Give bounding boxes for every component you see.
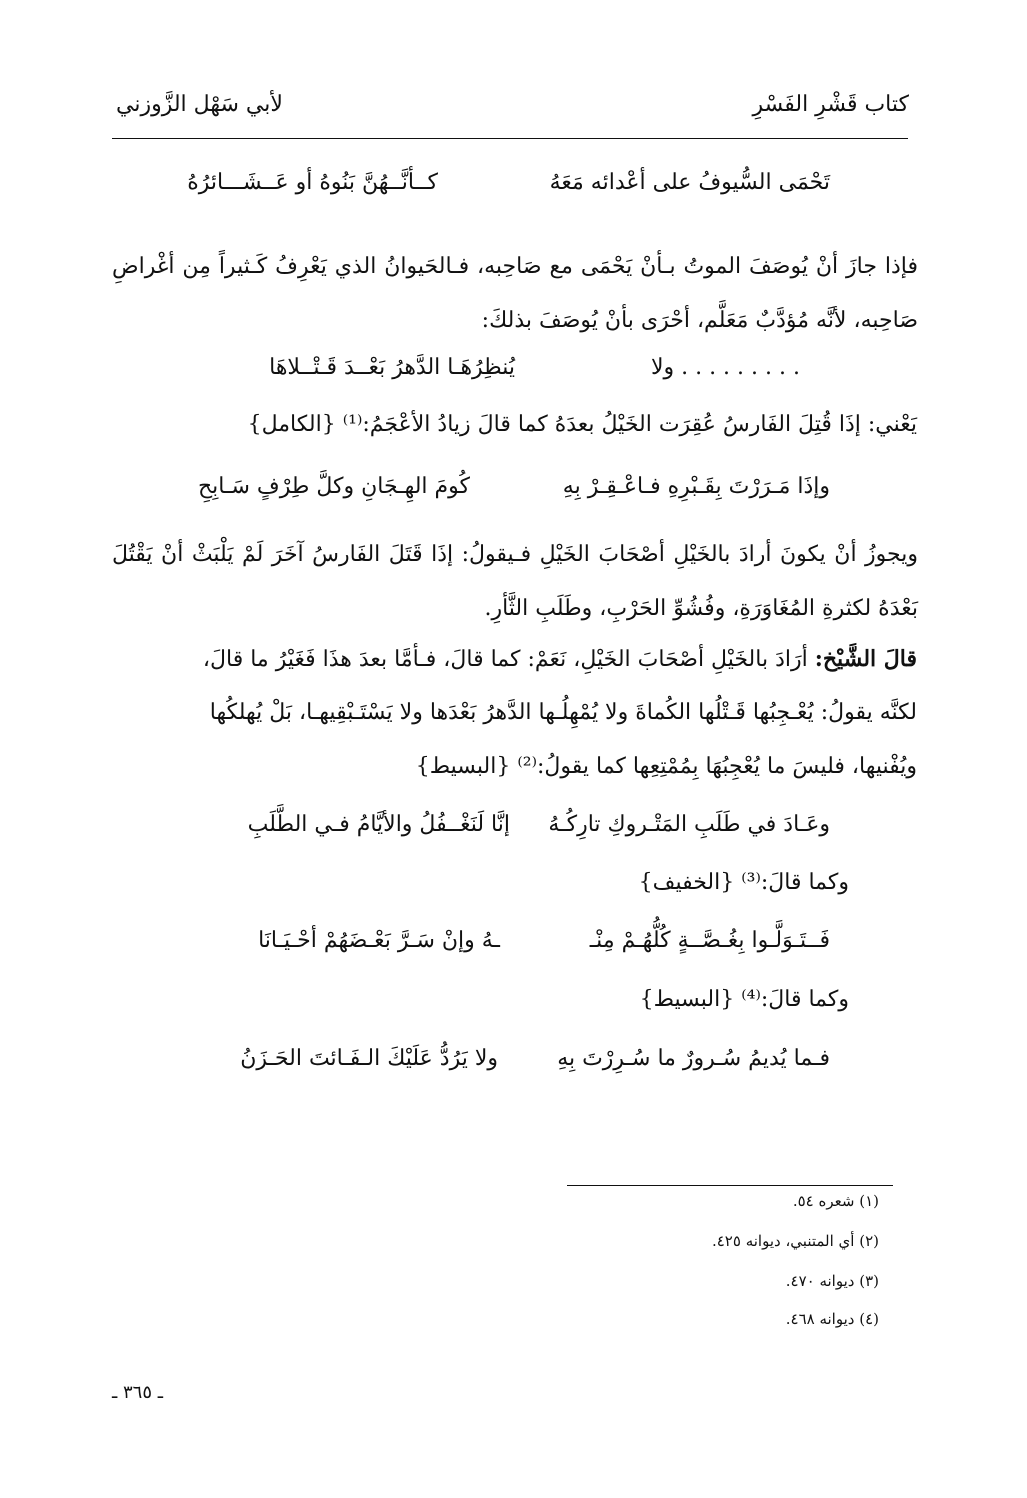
verse-6-first-hemistich: فـما يُديمُ سُـرورٌ ما سُـرِرْتَ بِهِ	[557, 1046, 830, 1071]
footnote-4: (٤) ديوانه ٤٦٨.	[785, 1310, 879, 1328]
verse-4	[180, 812, 830, 856]
verse-1-second-hemistich: كــأنَّــهُنَّ بَنُوهُ أو عَــشَـــائرُهُ	[187, 170, 438, 195]
verse-2-first-hemistich: . . . . . . . . . ولا	[650, 355, 800, 380]
verse-6-intro: وكما قالَ:⁽⁴⁾ {البسيط}	[639, 987, 849, 1012]
verse-2-second-hemistich: يُنظِرُهَـا الدَّهرُ بَعْــدَ قَـتْــلاهَا	[269, 355, 515, 380]
paragraph-2: يَعْني: إذَا قُتِلَ الفَارسُ عُقِرَت الخَيْلُ بعدَهُ كما قالَ زيادُ الأعْجَمُ:⁽¹⁾ {الكامل}	[247, 412, 917, 437]
running-head-book-title: كتاب قَشْرِ الفَسْرِ	[752, 92, 909, 117]
paragraph-4-line-3: ويُفْنيها، فليسَ ما يُعْجِبُهَا بِمُمْتِعِها كما يقولُ:⁽²⁾ {البسيط}	[415, 754, 917, 779]
paragraph-1: فإذا جازَ أنْ يُوصَفَ الموتُ بـأنْ يَحْمَى مع صَاحِبه، فـالحَيوانُ الذي يَعْرِفُ كَـثيراً مِن أغْراضِ صَاحِبه، لأنَّه مُؤدَّبٌ مَعَلَّم، أحْرَى بأنْ يُوصَفَ بذلكَ:	[112, 254, 918, 333]
paragraph-4-lead: قالَ الشَّيْخ:	[814, 646, 917, 672]
verse-6-second-hemistich: ولا يَرُدُّ عَلَيْكَ الـفَـائتَ الحَـزَنُ	[240, 1046, 498, 1071]
running-head-author: لأبي سَهْل الزَّوزني	[116, 92, 283, 117]
verse-3	[180, 474, 830, 518]
verse-5-first-hemistich: فَــتَـوَلَّـوا بِغُـصَّــةٍ كُلُّهُـمْ مِنْـ	[589, 928, 830, 953]
verse-5-second-hemistich: ـهُ وإنْ سَـرَّ بَعْـضَهُمْ أحْـيَـانَا	[258, 928, 500, 953]
paragraph-3: ويجوزُ أنْ يكونَ أرادَ بالخَيْلِ أصْحَابَ الخَيْلِ فـيقولُ: إذَا قَتَلَ الفَارسُ آخَرَ لَمْ يَلْبَثْ أنْ يَقْتُلَ بَعْدَهُ لكثرةِ المُغَاوَرَةِ، وفُشُوِّ الحَرْبِ، وطَلَبِ الثَّأرِ.	[112, 542, 918, 621]
header-divider	[112, 138, 908, 139]
verse-1-first-hemistich: تَحْمَى السُّيوفُ على أعْدائه مَعَهُ	[549, 170, 830, 195]
paragraph-4-line-2: لكنَّه يقولُ: يُعْـجِبُها قَـتْلُها الكُماةَ ولا يُمْهِلُـها الدَّهرُ بَعْدَها ولا يَسْتَـبْقِيهـا، بَلْ يُهلكُها	[209, 700, 917, 725]
paragraph-4-line-1	[203, 646, 917, 672]
paragraph-4-line-1-text: أرَادَ بالخَيْلِ أصْحَابَ الخَيْلِ، نَعَمْ: كما قالَ، فـأمَّا بعدَ هذَا فَغَيْرُ ما قالَ،	[202, 647, 808, 672]
verse-4-second-hemistich: إنَّا لَنَغْــفُلُ والأيَّامُ فـي الطَّلَبِ	[247, 812, 510, 837]
verse-3-second-hemistich: كُومَ الهِـجَانِ وكلَّ طِرْفٍ سَـابِحِ	[197, 474, 470, 499]
verse-5-intro: وكما قالَ:⁽³⁾ {الخفيف}	[638, 870, 849, 895]
verse-5	[180, 928, 830, 972]
verse-2	[180, 355, 800, 399]
verse-3-first-hemistich: وإذَا مَـرَرْتَ بِقَـبْرِهِ فـاعْـقِـرْ بِهِ	[562, 474, 830, 499]
verse-4-first-hemistich: وعَـادَ في طَلَبِ المَتْـروكِ تارِكُـهُ	[548, 812, 830, 837]
footnote-2: (٢) أي المتنبي، ديوانه ٤٢٥.	[711, 1232, 879, 1250]
footnote-3: (٣) ديوانه ٤٧٠.	[785, 1272, 879, 1290]
verse-6	[180, 1046, 830, 1090]
footnote-1: (١) شعره ٥٤.	[792, 1192, 879, 1210]
page-number: ـ ٣٦٥ ـ	[112, 1382, 164, 1403]
footnote-divider	[567, 1185, 893, 1186]
verse-1	[180, 170, 830, 214]
